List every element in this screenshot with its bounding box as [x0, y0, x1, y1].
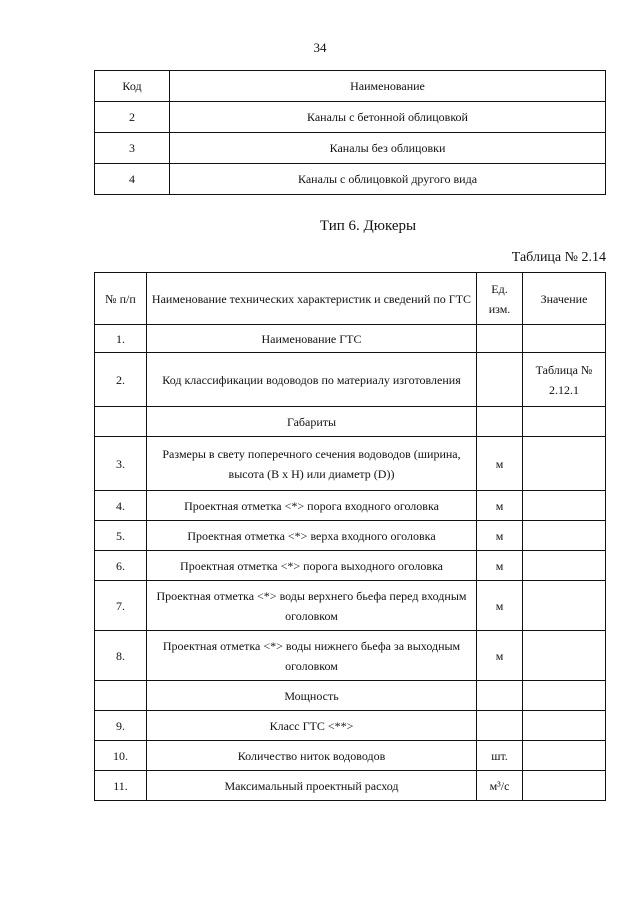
row-number-cell: 1. [95, 325, 147, 353]
header-value: Значение [523, 273, 606, 325]
name-cell: Каналы без облицовки [170, 133, 606, 164]
row-name-cell: Класс ГТС <**> [147, 711, 477, 741]
codes-table-header-row [95, 71, 606, 102]
table-row [95, 741, 606, 771]
row-number-cell: 10. [95, 741, 147, 771]
row-unit-cell: м [477, 491, 523, 521]
row-number-cell: 9. [95, 711, 147, 741]
row-value-cell [523, 437, 606, 491]
table-row [95, 711, 606, 741]
table-row [95, 437, 606, 491]
row-value-cell [523, 771, 606, 801]
table-row [95, 491, 606, 521]
header-name: Наименование технических характеристик и сведений по ГТС [147, 273, 477, 325]
row-name-cell: Размеры в свету поперечного сечения водоводов (ширина, высота (В х Н) или диаметр (D)) [147, 437, 477, 491]
row-number-cell: 8. [95, 631, 147, 681]
header-unit: Ед. изм. [477, 273, 523, 325]
row-name-cell: Габариты [147, 407, 477, 437]
header-num: № п/п [95, 273, 147, 325]
table-row [95, 681, 606, 711]
row-unit-cell: м³/с [477, 771, 523, 801]
table-row [95, 133, 606, 164]
row-name-cell: Проектная отметка <*> верха входного оголовка [147, 521, 477, 551]
row-value-cell [523, 711, 606, 741]
header-name: Наименование [170, 71, 606, 102]
table-row [95, 164, 606, 195]
row-name-cell: Проектная отметка <*> воды верхнего бьефа перед входным оголовком [147, 581, 477, 631]
table-row [95, 325, 606, 353]
table-label: Таблица № 2.14 [511, 250, 606, 265]
table-row [95, 551, 606, 581]
row-number-cell: 4. [95, 491, 147, 521]
row-number-cell: 2. [95, 353, 147, 407]
code-cell: 3 [95, 133, 170, 164]
main-table-header-row [95, 273, 606, 325]
row-number-cell: 5. [95, 521, 147, 551]
code-cell: 4 [95, 164, 170, 195]
table-row [95, 353, 606, 407]
row-unit-cell: шт. [477, 741, 523, 771]
code-cell: 2 [95, 102, 170, 133]
row-number-cell [95, 407, 147, 437]
table-row [95, 581, 606, 631]
codes-table [94, 70, 606, 195]
row-number-cell: 7. [95, 581, 147, 631]
row-value-cell: Таблица № 2.12.1 [523, 353, 606, 407]
characteristics-table [94, 272, 606, 801]
row-number-cell [95, 681, 147, 711]
row-value-cell [523, 631, 606, 681]
row-name-cell: Проектная отметка <*> порога входного оголовка [147, 491, 477, 521]
table-row [95, 521, 606, 551]
table-row [95, 771, 606, 801]
name-cell: Каналы с облицовкой другого вида [170, 164, 606, 195]
row-unit-cell: м [477, 437, 523, 491]
row-value-cell [523, 491, 606, 521]
row-unit-cell: м [477, 581, 523, 631]
row-unit-cell: м [477, 631, 523, 681]
row-value-cell [523, 521, 606, 551]
row-name-cell: Максимальный проектный расход [147, 771, 477, 801]
row-name-cell: Проектная отметка <*> порога выходного оголовка [147, 551, 477, 581]
row-unit-cell [477, 353, 523, 407]
row-value-cell [523, 681, 606, 711]
name-cell: Каналы с бетонной облицовкой [170, 102, 606, 133]
row-value-cell [523, 741, 606, 771]
row-name-cell: Проектная отметка <*> воды нижнего бьефа за выходным оголовком [147, 631, 477, 681]
row-unit-cell: м [477, 551, 523, 581]
row-number-cell: 6. [95, 551, 147, 581]
section-title: Тип 6. Дюкеры [319, 218, 417, 234]
row-value-cell [523, 407, 606, 437]
row-name-cell: Мощность [147, 681, 477, 711]
row-unit-cell: м [477, 521, 523, 551]
row-unit-cell [477, 407, 523, 437]
row-name-cell: Код классификации водоводов по материалу изготовления [147, 353, 477, 407]
row-unit-cell [477, 325, 523, 353]
row-value-cell [523, 551, 606, 581]
row-unit-cell [477, 681, 523, 711]
table-row [95, 407, 606, 437]
row-name-cell: Количество ниток водоводов [147, 741, 477, 771]
row-name-cell: Наименование ГТС [147, 325, 477, 353]
row-unit-cell [477, 711, 523, 741]
row-number-cell: 3. [95, 437, 147, 491]
table-row [95, 631, 606, 681]
page-number: 34 [313, 40, 327, 55]
table-row [95, 102, 606, 133]
row-value-cell [523, 325, 606, 353]
row-value-cell [523, 581, 606, 631]
header-code: Код [95, 71, 170, 102]
row-number-cell: 11. [95, 771, 147, 801]
